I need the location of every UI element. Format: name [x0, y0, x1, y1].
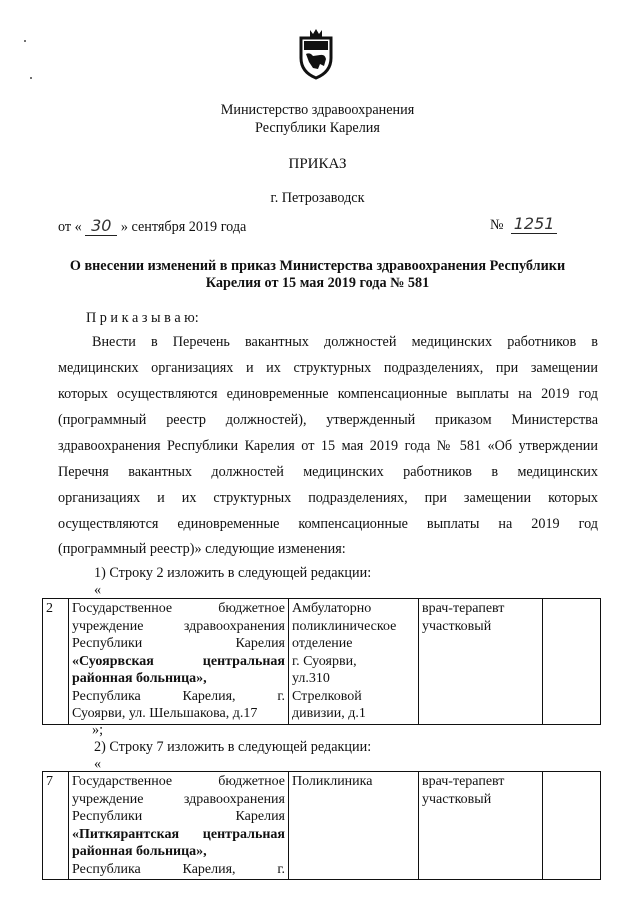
unit-line: поликлиническое	[292, 618, 397, 634]
org-address-line: Республика Карелия, г.	[72, 688, 285, 704]
table-row	[43, 772, 601, 880]
scan-speck	[30, 77, 32, 79]
position-line: участковый	[422, 791, 492, 807]
row-number: 7	[43, 772, 69, 880]
ministry-name-line1: Министерство здравоохранения	[220, 102, 415, 118]
unit-cell	[289, 772, 419, 880]
extra-cell	[543, 772, 601, 880]
item1-close-quote: »;	[92, 722, 104, 738]
org-line: учреждение здравоохранения	[72, 618, 285, 634]
position-line: врач-терапевт	[422, 601, 505, 616]
org-name-bold: «Суоярвская центральная	[72, 653, 285, 669]
item2-open-quote: «	[94, 756, 102, 772]
org-line: Республики Карелия	[72, 809, 285, 824]
body-line: (программный реестр)» следующие изменения:	[58, 541, 346, 557]
body-line: Внести в Перечень вакантных должностей медицинских работников в	[92, 334, 598, 350]
org-name-bold: районная больница»,	[72, 844, 207, 859]
order-word: П р и к а з ы в а ю:	[86, 310, 199, 326]
item1-table	[42, 598, 601, 725]
position-cell	[419, 772, 543, 880]
body-line: медицинских организациях и их структурных подразделениях, при замещении	[58, 360, 598, 376]
item2-instruction: 2) Строку 7 изложить в следующей редакции:	[94, 739, 372, 755]
position-cell	[419, 599, 543, 725]
org-line: Республики Карелия	[72, 636, 285, 651]
organization-cell	[69, 599, 289, 725]
body-line: (программный реестр должностей), утвержденный приказом Министерства	[58, 412, 598, 428]
unit-line: Стрелковой	[292, 688, 362, 704]
unit-line: дивизии, д.1	[292, 706, 366, 721]
coat-of-arms-emblem	[296, 28, 336, 80]
ministry-name-line2: Республики Карелия	[255, 120, 380, 136]
date-prefix: от «	[58, 219, 82, 235]
extra-cell	[543, 599, 601, 725]
body-line: Перечня вакантных должностей медицинских работников в медицинских	[58, 464, 598, 480]
org-name-bold: районная больница»,	[72, 671, 207, 686]
unit-line: отделение	[292, 636, 353, 651]
position-line: врач-терапевт	[422, 774, 505, 789]
org-line: Государственное бюджетное	[72, 774, 285, 789]
item1-instruction: 1) Строку 2 изложить в следующей редакции:	[94, 565, 372, 581]
body-line: здравоохранения Республики Карелия от 15 мая 2019 года № 581 «Об утверждении	[58, 438, 598, 454]
row-number: 2	[43, 599, 69, 725]
table-row	[43, 599, 601, 725]
body-line: которых осуществляются единовременные компенсационные выплаты на 2019 год	[58, 386, 598, 402]
org-line: Государственное бюджетное	[72, 601, 285, 616]
org-address-line: Суоярви, ул. Шельшакова, д.17	[72, 706, 258, 721]
body-line: организациях и их структурных подразделениях, при замещении которых	[58, 490, 598, 506]
unit-line: ул.310	[292, 671, 330, 686]
item1-open-quote: «	[94, 582, 102, 598]
org-line: учреждение здравоохранения	[72, 791, 285, 807]
body-line: осуществляются единовременные компенсационные выплаты на 2019 год	[58, 516, 598, 532]
org-name-bold: «Питкярантская центральная	[72, 826, 285, 842]
unit-line: Поликлиника	[292, 774, 373, 789]
date-day: 30	[85, 216, 117, 236]
position-line: участковый	[422, 618, 492, 634]
order-title-line1: О внесении изменений в приказ Министерства здравоохранения Республики	[69, 258, 566, 274]
number-value: 1251	[511, 214, 557, 234]
scan-speck	[24, 40, 26, 42]
number-label: №	[490, 217, 504, 233]
order-title-line2: Карелия от 15 мая 2019 года № 581	[205, 275, 430, 291]
document-type: ПРИКАЗ	[288, 156, 347, 172]
date-line	[58, 216, 246, 236]
item2-table	[42, 771, 601, 880]
organization-cell	[69, 772, 289, 880]
date-suffix: » сентября 2019 года	[120, 219, 247, 235]
unit-line: Амбулаторно	[292, 601, 372, 616]
city: г. Петрозаводск	[270, 190, 365, 206]
org-address-line: Республика Карелия, г.	[72, 861, 285, 877]
unit-cell	[289, 599, 419, 725]
unit-line: г. Суоярви,	[292, 653, 357, 669]
order-number	[490, 214, 557, 234]
